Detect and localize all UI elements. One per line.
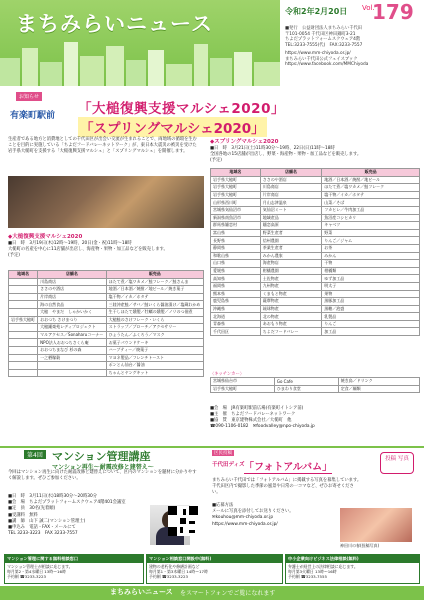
table-cell: 一之栖稼穀 (38, 354, 106, 362)
table-cell: 三陸沖産鮭／サバ／鮭いくら醤油漬け／塩蔵わかめ (106, 301, 203, 309)
table-cell: くまもと物産 (260, 290, 322, 298)
lecture-description: 今回はマンション再生に向けた耐震改修と建替えについて、区内のマンションを題材に分かりやすく解説します。ぜひご参加ください。 (8, 470, 197, 482)
table-row (211, 252, 420, 260)
table-cell: 果物 (322, 290, 420, 298)
section-intro: 生産者である地方と消費地としての千代田区が出会い交流が生まれることで、両地域の循環を生むことを目的に実施している「ちよだフードバレーネットワーク」が、東日本大震災の被災を受けた岩手県大槌町を支援する「大槌復興支援マルシェ」と「スプリングマルシェ」を開催します。 (8, 137, 197, 155)
table-cell: 北の物産 (260, 313, 322, 321)
table-cell (9, 308, 38, 316)
submission-badge: 投稿 写真 (380, 452, 414, 474)
publisher-line: 〒101-0054 千代田区神田錦町3-21 (285, 31, 356, 37)
section-subtitle: 有楽町駅前 (10, 111, 56, 121)
city-skyline-illustration (0, 38, 280, 86)
table-cell: 富山県 (211, 229, 261, 237)
table-cell: 群馬県嬬恋村 (211, 222, 261, 230)
table-cell (9, 354, 38, 362)
column-header: 店舗名 (260, 169, 322, 177)
kitchen-car-label: 〈キッチンカー〉 (210, 372, 245, 377)
table-cell: 塩干物／イカ／ホタテ (106, 293, 203, 301)
table-cell: 青森県 (211, 320, 261, 328)
table-row (211, 313, 420, 321)
table-cell (9, 286, 38, 294)
table-cell: 黒豚加工品 (322, 298, 420, 306)
table-cell (38, 369, 106, 377)
table-cell: お茶 (322, 244, 420, 252)
table-cell: 茶業生産者 (260, 244, 322, 252)
consult-box-body: 建物の老朽化や修繕計画など 毎月第1・第3木曜日 14時〜17時 予約制 ☎3233-3223 (149, 564, 208, 579)
column-header: 地域名 (9, 271, 38, 279)
photo-section-tag: 区民投稿 (214, 451, 232, 456)
table-cell (9, 293, 38, 301)
column-header: 地域名 (211, 169, 261, 177)
kitchen-car-table (210, 377, 420, 393)
table-row (9, 301, 204, 309)
lecture-number-tag: 第4回 (24, 450, 46, 459)
table-cell: 大槌鍾楽苑レディプロジェクト (38, 324, 106, 332)
facebook-link[interactable]: https://www.facebook.com/MMChiyoda (285, 62, 369, 68)
table-cell: おおつち さけまつり (38, 316, 106, 324)
photo-album-title: 「フォトアルバム」 (244, 458, 332, 474)
table-row (211, 290, 420, 298)
table-cell: 生干しほたて燻製／牡蠣の燻製／ノリのつ佃煮 (106, 308, 203, 316)
table-row (9, 354, 204, 362)
table-cell: NPO法人おおつちさくら庵 (38, 339, 106, 347)
table-cell: 片岸商店 (260, 191, 322, 199)
consult-box-legal (285, 554, 420, 584)
table-cell: 和歌山県 (211, 252, 261, 260)
table-row (211, 298, 420, 306)
table-row (211, 191, 420, 199)
table-cell: 沖縄県 (211, 305, 261, 313)
table-cell: 岩手県大槌町 (211, 176, 261, 184)
table-cell: ストラップ／ブローチ／アクセサリー (106, 324, 203, 332)
photo-album-contact: ■応募方法 メールに写真を添付してお送りください。 ✉kouhou@mm-chiyoda.or.jp https://www.mm-chiyoda.or.jp/ (212, 503, 294, 527)
consult-box-condo (4, 554, 144, 584)
table-cell: ひまわり食堂 (274, 385, 338, 393)
table-cell: りんご／ジャム (322, 237, 420, 245)
table-row (9, 286, 204, 294)
table-cell: 月山志津温泉 (260, 199, 322, 207)
table-row (211, 282, 420, 290)
table-cell: ちゃんとヤングキット (106, 369, 203, 377)
table-cell: ちよだフードバレー (260, 328, 322, 336)
table-cell: 海の自然食品 (38, 301, 106, 309)
table-cell: ゆず加工品 (322, 275, 420, 283)
consult-box-heading: マンション相談窓口開設中(無料) (147, 555, 282, 563)
table-cell: みかん農家 (260, 252, 322, 260)
table-cell: りんご (322, 320, 420, 328)
table-cell: 野菜 (322, 229, 420, 237)
table-row (9, 339, 204, 347)
consult-box-heading: 中小企業向けビジネス法律相談(無料) (286, 555, 419, 563)
table-cell: Go Cafe (274, 378, 338, 386)
table-cell: ささのや酒店 (260, 176, 322, 184)
table-cell: 野菜生産者 (260, 229, 322, 237)
table-row (211, 237, 420, 245)
table-row (9, 324, 204, 332)
table-row (9, 362, 204, 370)
table-cell (9, 369, 38, 377)
footer-text: をスマートフォンでご覧になれます (180, 590, 276, 597)
table-cell: ひょうたん／ふくろう／マスク (106, 331, 203, 339)
photo-album-description: まちみらい千代田では「フォトアルバム」に掲載する写真を募集しています。千代田区内で撮影した季節の風景や日常の一コマなど、ぜひお寄せください。 (212, 478, 362, 496)
table-cell: ささのや酒店 (38, 286, 106, 294)
table-cell: 焼き鳥／ドリンク (338, 378, 419, 386)
spring-shop-table (210, 168, 420, 336)
table-cell: 信州農園 (260, 237, 322, 245)
newsletter-title: まちみらいニュース (16, 12, 213, 36)
table-cell: 長野県 (211, 237, 261, 245)
publisher-info (285, 26, 421, 48)
table-cell (9, 331, 38, 339)
table-row (211, 275, 420, 283)
event-contact: ■会 場 JR有楽町駅前広場(有楽町イトシア前) ■主 催 ちよだフードバレーネットワーク ■協 賛 東京建物株式会社／大槌町 他 ☎090-1106-0182 ✉foodvalley@npo-chiyoda.jp (210, 406, 315, 429)
photo-caption: 神田川の春(投稿写真) (340, 543, 380, 548)
table-cell: 愛媛県 (211, 267, 261, 275)
table-row (211, 385, 420, 393)
qr-code-icon[interactable] (168, 506, 198, 536)
table-cell: 土佐物産 (260, 275, 322, 283)
table-cell: 地酒／日本酒／焼酎／地ビール (322, 176, 420, 184)
otsuchi-marche-heading: ◆大槌復興支援マルシェ2020 (8, 234, 83, 240)
table-row (211, 176, 420, 184)
table-cell: 山口県 (211, 260, 261, 268)
table-row (211, 305, 420, 313)
table-cell: 定食／麺類 (338, 385, 419, 393)
table-cell (9, 278, 38, 286)
table-row (9, 346, 204, 354)
table-cell: ハーブティー／焼菓子 (106, 346, 203, 354)
publisher-line: ちよだプラットフォームスクウェア4階 (285, 37, 361, 43)
table-cell: 福岡県 (211, 282, 261, 290)
table-cell: 新潟県南魚沼市 (211, 214, 261, 222)
table-row (211, 184, 420, 192)
table-cell: ポンとん仙台／醤油 (106, 362, 203, 370)
lecture-title: マンション管理講座 (52, 450, 151, 463)
table-cell: 干物 (322, 260, 420, 268)
section-tag: お知らせ (16, 92, 42, 101)
spring-marche-heading: ◆スプリングマルシェ2020 (210, 139, 279, 145)
table-row (9, 293, 204, 301)
facebook-label: まちみらい千代田公式フェイスブック (285, 56, 358, 62)
section-title-line2: 「スプリングマルシェ2020」 (78, 117, 267, 137)
table-cell: 大槌鮭のさけフレーク・いくら (106, 316, 203, 324)
table-cell: 岩手県大槌町 (211, 191, 261, 199)
consult-box-condo-desk (146, 554, 283, 584)
table-cell: みかん (322, 252, 420, 260)
table-cell: 山形県西川町 (211, 199, 261, 207)
table-cell: 岩手県大槌町 (9, 316, 38, 324)
table-row (211, 320, 420, 328)
table-row (9, 278, 204, 286)
table-cell: 千代田区 (211, 328, 261, 336)
spring-marche-info: ■日 時 3月21日(土)11時30分〜19時、22日(日)11時〜18時 全国各地の15店舗が出店し、野菜・海産物・果物・加工品などを販売します。 (予定) (210, 146, 362, 163)
table-cell: お菓子パウンドケーキ (106, 339, 203, 347)
photo-section-kicker: 千代田ディズ (212, 462, 245, 468)
table-cell: 気仙沼ミート (260, 206, 322, 214)
table-row (9, 316, 204, 324)
table-row (211, 214, 420, 222)
table-cell: 黒糖／泡盛 (322, 305, 420, 313)
otsuchi-shop-table (8, 270, 204, 377)
table-row (211, 229, 420, 237)
consult-box-body: マンション管理士が相談に応じます。 毎月第2・第4水曜日 13時〜16時 予約制 ☎3233-3223 (7, 564, 73, 579)
table-row (9, 308, 204, 316)
table-cell: フカヒレ／牛肉加工品 (322, 206, 420, 214)
table-cell: 乳製品 (322, 313, 420, 321)
submitted-photo (340, 508, 412, 542)
table-cell: 薩摩物産 (260, 298, 322, 306)
table-cell: 川島商店 (260, 184, 322, 192)
lecture-subtitle: マンション再生〜耐震改修と建替え〜 (52, 464, 154, 471)
table-row (9, 331, 204, 339)
table-cell: 明太子 (322, 282, 420, 290)
table-cell: 魚沼産コシヒカリ (322, 214, 420, 222)
table-cell: マルアクセス／Sonaharuコーナー (38, 331, 106, 339)
table-cell (9, 339, 38, 347)
table-cell: 宮城県気仙沼市 (211, 206, 261, 214)
table-cell: 柑橘類 (322, 267, 420, 275)
column-header: 店舗名 (38, 271, 106, 279)
table-cell: 川島商店 (38, 278, 106, 286)
table-cell: 北海道 (211, 313, 261, 321)
issue-number: 179 (372, 0, 414, 24)
table-cell: ほたて煮／塩ワカメ／鮭フレーク／鮭さんま (106, 278, 203, 286)
issue-date: 令和2年2月20日 (285, 7, 348, 16)
lecture-details: ■日 時 3月11日(水)18時30分〜20時30分 ■会 場 ちよだプラットフォームスクウェア4階401会議室 ■定 員 30名(先着順) ■受講料 無料 ■講 師 山下 誠二(マンション管理士) ■申込み 電話・FAX・メールにて TEL 3233-3223 FAX 3233-7557 (8, 494, 126, 537)
table-cell: 高知県 (211, 275, 261, 283)
sns-info (285, 51, 421, 68)
table-row (211, 222, 420, 230)
table-row (211, 206, 420, 214)
column-header: 販売品 (322, 169, 420, 177)
table-cell: 柑橘農園 (260, 267, 322, 275)
table-cell (38, 362, 106, 370)
table-row (211, 244, 420, 252)
section-title-line1: 「大槌復興支援マルシェ2020」 (78, 101, 285, 117)
publisher-line: ■発行 公益財団法人まちみらい千代田 (285, 26, 363, 31)
table-row (211, 199, 420, 207)
table-row (9, 369, 204, 377)
table-cell: キャベツ (322, 222, 420, 230)
table-row (211, 260, 420, 268)
footer-logo: まちみらいニュース (110, 588, 173, 596)
marche-photo (8, 176, 204, 228)
table-cell (9, 324, 38, 332)
table-cell: 宮城県仙台市 (211, 378, 275, 386)
table-cell (9, 362, 38, 370)
table-cell: 加工品 (322, 328, 420, 336)
publisher-url[interactable]: https://www.mm-chiyoda.or.jp/ (285, 51, 351, 56)
column-header: 販売品 (106, 271, 203, 279)
table-cell: 大槌 やまだ しゃかいかく (38, 308, 106, 316)
table-cell (9, 346, 38, 354)
table-cell: 九州物産 (260, 282, 322, 290)
table-cell: 片岸商店 (38, 293, 106, 301)
table-cell: 地域産品 (260, 214, 322, 222)
table-cell: 熊本県 (211, 290, 261, 298)
table-row (211, 328, 420, 336)
issue-vol-label: Vol. (362, 4, 375, 12)
table-cell: 山菜／そば (322, 199, 420, 207)
table-cell: 岩手県大槌町 (211, 184, 261, 192)
otsuchi-marche-info: ■日 時 3月19日(木)12時〜19時、20日(金・祝)11時〜18時 大槌町の名産を中心に11店舗が出店し、海産物・果物・加工品などを販売します。 (予定) (8, 241, 168, 258)
table-row (211, 267, 420, 275)
table-cell: 静岡県 (211, 244, 261, 252)
publisher-line: TEL:3233-7555(代) FAX:3233-7557 (285, 42, 363, 48)
table-cell: 琉球物産 (260, 305, 322, 313)
table-cell: 海産物店 (260, 260, 322, 268)
consult-box-heading: マンション管理に関する無料相談窓口 (5, 555, 143, 563)
table-cell: あおもり物産 (260, 320, 322, 328)
table-cell: 嬬恋高原 (260, 222, 322, 230)
table-cell: 塩干物／イカ／ホタテ (322, 191, 420, 199)
table-cell: 地酒／日本酒／焼酎／地ビール／焼き菓子 (106, 286, 203, 294)
table-row (211, 378, 420, 386)
table-cell: ほたて煮／塩ワカメ／鮭フレーク (322, 184, 420, 192)
table-cell (9, 301, 38, 309)
table-cell: 岩手県大槌町 (211, 385, 275, 393)
table-cell: マヨネ製品／フレンチトースト (106, 354, 203, 362)
table-cell: おおつちまなび 杉の森 (38, 346, 106, 354)
table-cell: 鹿児島県 (211, 298, 261, 306)
consult-box-body: 弁護士が経営上の法律相談に応じます。 毎月第3火曜日 13時〜16時 予約制 ☎3233-7555 (288, 564, 358, 579)
